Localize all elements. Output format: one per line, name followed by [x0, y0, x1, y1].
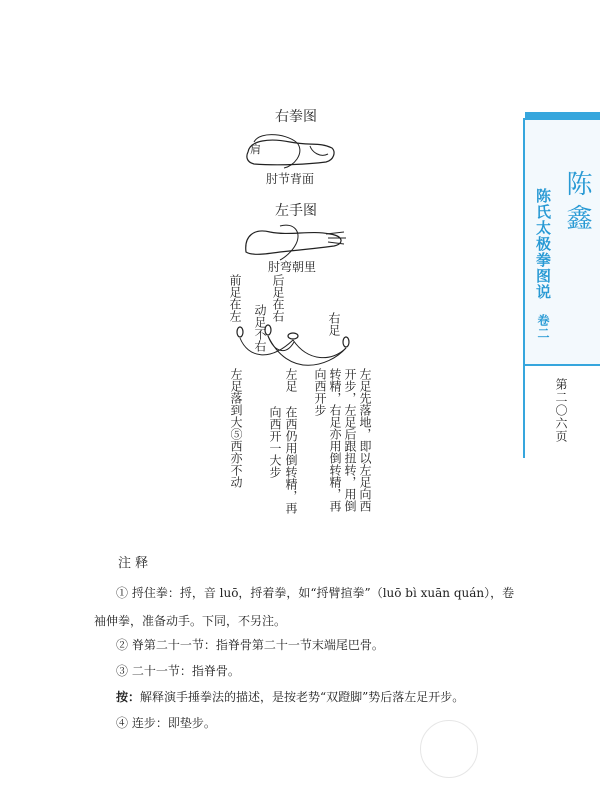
- note-2: ② 脊第二十一节：指脊骨第二十一节末端尾巴骨。: [116, 638, 384, 652]
- annotation-left-d: 向西开一大步: [268, 406, 282, 478]
- note-4-text: 解释演手捶拳法的描述，是按老势“双蹬脚”势后落左足开步。: [140, 690, 465, 704]
- shoulder-label: 肩: [250, 143, 261, 156]
- note-1-line-1: ① 捋住拳：捋，音 luō，捋着拳，如“捋臂揎拳”（luō bì xuān quán），卷: [116, 586, 515, 600]
- note-3: ③ 二十一节：指脊骨。: [116, 664, 240, 678]
- annotation-right-a: 向西开步: [313, 368, 327, 416]
- elbow-inside-caption: 肘弯朝里: [268, 260, 317, 274]
- foot-label-line: 在右: [271, 298, 285, 322]
- book-title-text: 陈氏太极拳图说: [534, 188, 552, 300]
- foot-label-line: 前足: [228, 274, 242, 298]
- annotation-left-a: 左足落到大⑤西亦不动: [229, 368, 243, 488]
- annotation-right-c: 开步，左足后跟扭转，用倒: [343, 368, 357, 512]
- left-hand-illustration: [240, 222, 350, 262]
- foot-label-line: 不右: [253, 328, 267, 352]
- foot-label-right-foot: 右足: [327, 312, 341, 336]
- foot-label-right-back: [271, 274, 284, 322]
- volume-label: 卷二: [536, 314, 550, 341]
- elbow-back-caption: 肘节背面: [266, 172, 315, 186]
- note-5: ④ 连步：即垫步。: [116, 716, 216, 730]
- notes-heading: 注 释: [118, 556, 149, 571]
- foot-label-line: 后足: [271, 274, 285, 298]
- note-1-line-2: 袖伸拳，准备动手。下同，不另注。: [94, 614, 287, 628]
- note-4: [116, 688, 464, 705]
- right-fist-title: 右拳图: [275, 109, 317, 125]
- foot-label-line: 动足: [253, 304, 267, 328]
- foot-label-line: 在左: [228, 298, 242, 322]
- note-4-label: 按：: [116, 690, 141, 704]
- book-title: [533, 188, 554, 340]
- annotation-right-d: 左足先落地，即以左足向西: [358, 368, 372, 512]
- side-panel: [523, 118, 600, 364]
- foot-label-left-front: [228, 274, 241, 322]
- left-hand-title: 左手图: [275, 203, 317, 219]
- annotation-left-b: 左足: [284, 368, 298, 392]
- annotation-right-b: 转精，右足亦用倒转精，再: [328, 368, 342, 512]
- page-number-box: [523, 364, 600, 458]
- watermark-seal: [420, 720, 478, 778]
- author-name: 陈鑫: [562, 170, 592, 238]
- footwork-diagram: [228, 318, 368, 368]
- annotation-left-c: 在西仍用倒转精，再: [284, 406, 298, 514]
- page-number: 第二〇六页: [554, 378, 568, 443]
